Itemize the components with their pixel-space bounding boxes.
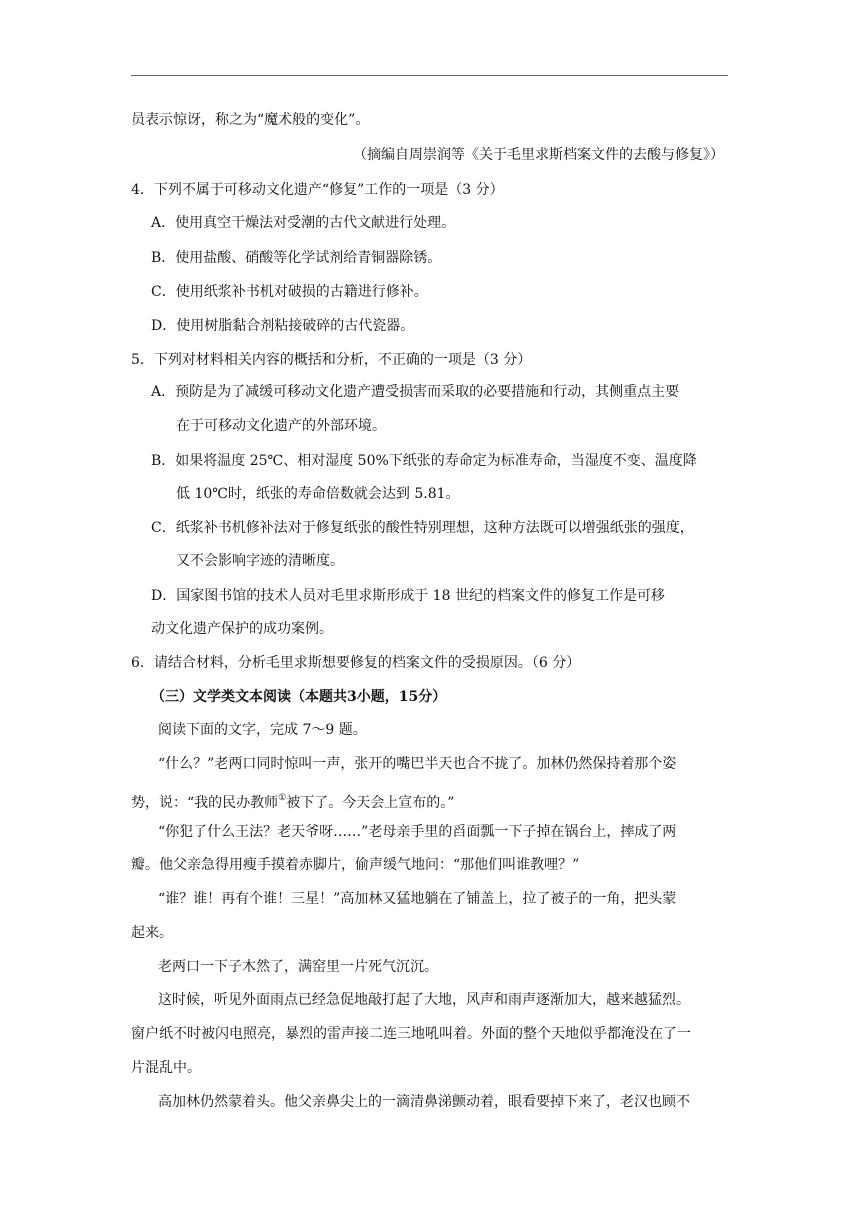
option-5c: C．纸浆补书机修补法对于修复纸张的酸性特别理想，这种方法既可以增强纸张的强度， [151, 520, 694, 536]
option-5d: D．国家图书馆的技术人员对毛里求斯形成于 18 世纪的档案文件的修复工作是可移 [151, 588, 665, 604]
story-line: 高加林仍然蒙着头。他父亲鼻尖上的一滴清鼻涕颤动着，眼看要掉下来了，老汉也顾不 [158, 1094, 690, 1110]
option-5a: A．预防是为了减缓可移动文化遗产遭受损害而采取的必要措施和行动，其侧重点主要 [151, 384, 680, 400]
option-4d: D．使用树脂黏合剂粘接破碎的古代瓷器。 [151, 318, 415, 334]
footnote-marker: ① [278, 793, 287, 803]
source-citation: （摘编自周崇润等《关于毛里求斯档案文件的去酸与修复》） [353, 147, 724, 163]
story-line: “什么？”老两口同时惊叫一声，张开的嘴巴半天也合不拢了。加林仍然保持着那个姿 [158, 756, 677, 772]
story-text: 被下了。今天会上宣布的。” [286, 795, 455, 811]
text-line: 员表示惊讶，称之为“魔术般的变化”。 [131, 112, 370, 128]
story-line: 起来。 [131, 925, 173, 941]
option-5d-cont: 动文化遗产保护的成功案例。 [151, 621, 333, 637]
question-5: 5．下列对材料相关内容的概括和分析，不正确的一项是（3 分） [131, 352, 532, 368]
story-line: “谁？谁！再有个谁！三星！”高加林又猛地躺在了铺盖上，拉了被子的一角，把头蒙 [158, 891, 677, 907]
story-line: 片混乱中。 [131, 1060, 201, 1076]
story-line [131, 788, 454, 813]
story-line: 老两口一下子木然了，满窑里一片死气沉沉。 [158, 959, 438, 975]
section-heading: （三）文学类文本阅读（本题共3小题，15分） [151, 689, 447, 705]
reading-instruction: 阅读下面的文字，完成 7～9 题。 [158, 722, 367, 738]
story-text: 势，说：“我的民办教师 [131, 795, 279, 811]
story-line: 窗户纸不时被闪电照亮，暴烈的雷声接二连三地吼叫着。外面的整个天地似乎都淹没在了一 [131, 1026, 691, 1042]
option-4b: B．使用盐酸、硝酸等化学试剂给青铜器除锈。 [151, 250, 442, 266]
question-6: 6．请结合材料，分析毛里求斯想要修复的档案文件的受损原因。（6 分） [131, 655, 581, 671]
story-line: 这时候，听见外面雨点已经急促地敲打起了大地，风声和雨声逐渐加大，越来越猛烈。 [158, 992, 690, 1008]
question-4: 4．下列不属于可移动文化遗产“修复”工作的一项是（3 分） [131, 182, 504, 198]
story-line: “你犯了什么王法？老天爷呀……”老母亲手里的舀面瓢一下子掉在锅台上，摔成了两 [158, 824, 677, 840]
header-rule [131, 75, 728, 76]
option-4c: C．使用纸浆补书机对破损的古籍进行修补。 [151, 284, 428, 300]
option-5a-cont: 在于可移动文化遗产的外部环境。 [176, 418, 386, 434]
option-5b-cont: 低 10℃时，纸张的寿命倍数就会达到 5.81。 [176, 486, 460, 502]
story-line: 瓣。他父亲急得用瘦手摸着赤脚片，偷声缓气地问：“那他们叫谁教哩？” [131, 857, 580, 873]
option-5c-cont: 又不会影响字迹的清晰度。 [176, 553, 344, 569]
option-5b: B．如果将温度 25℃、相对湿度 50%下纸张的寿命定为标准寿命，当湿度不变、温度降 [151, 453, 697, 469]
option-4a: A．使用真空干燥法对受潮的古代文献进行处理。 [151, 215, 456, 231]
